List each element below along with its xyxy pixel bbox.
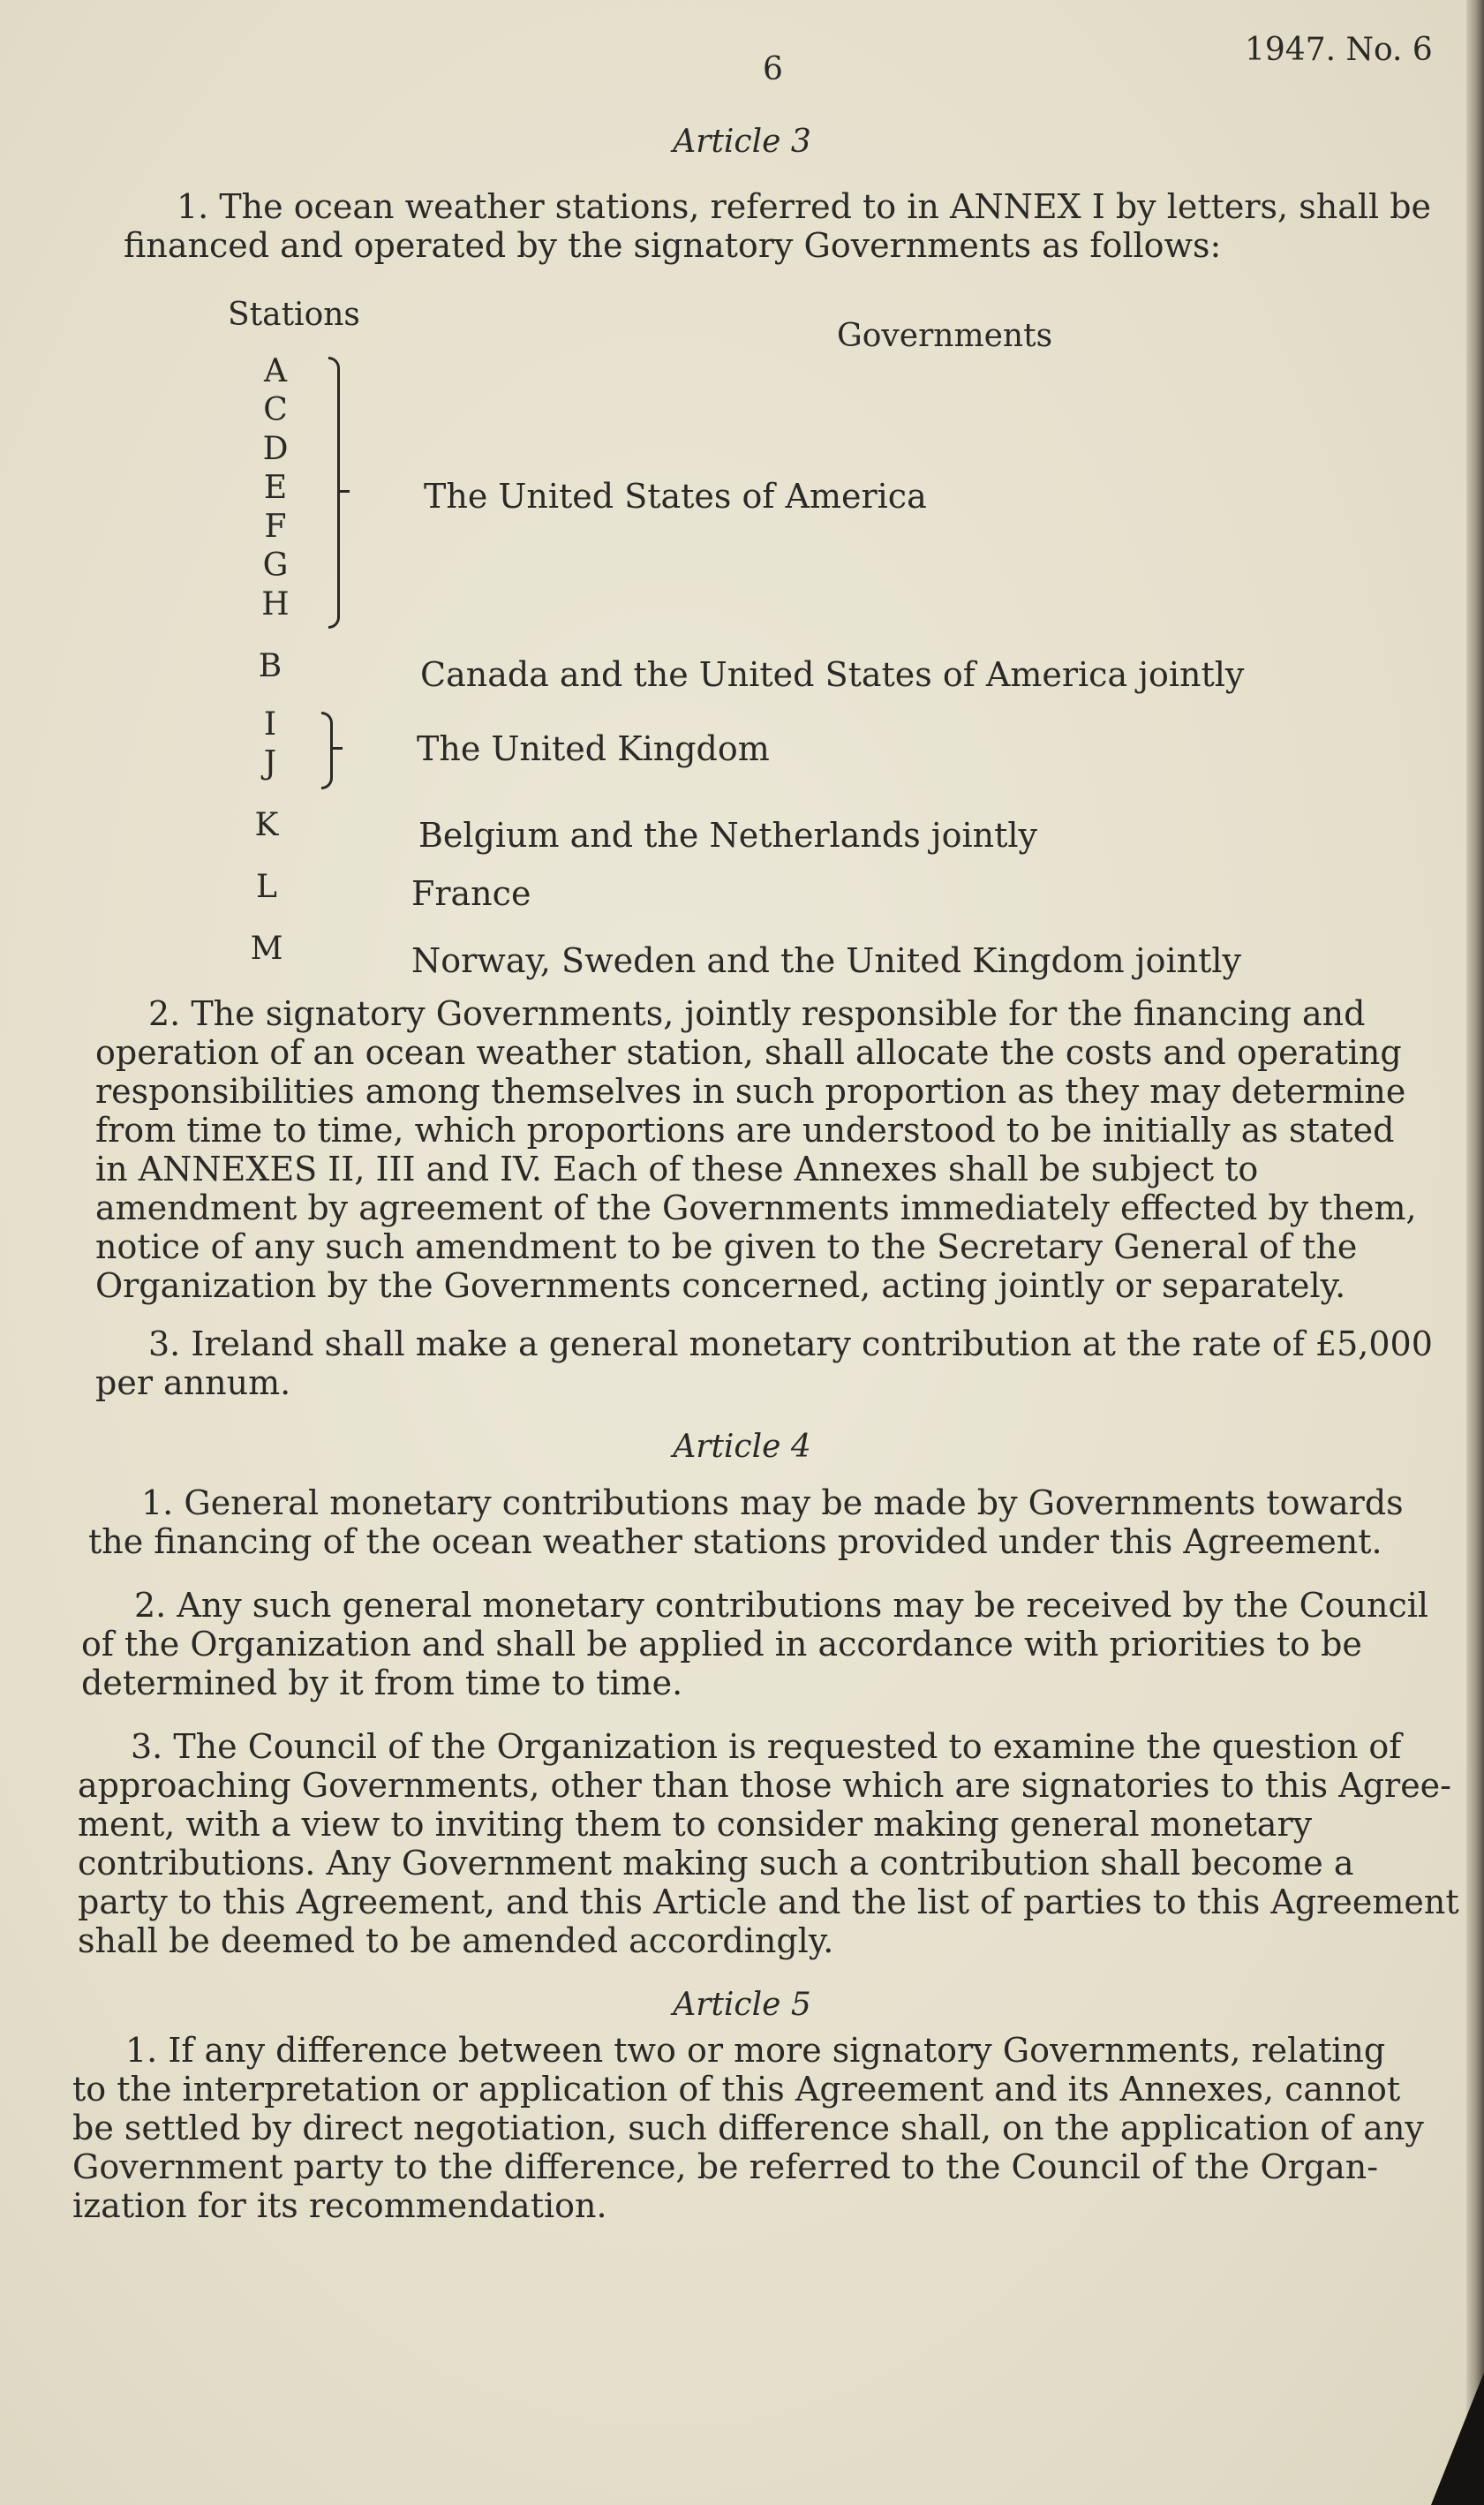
article-5-para-1 [72,2031,1424,2225]
text-line: 3. Ireland shall make a general monetary contribution at the rate of £5,000 [148,1324,1433,1363]
station-letter: M [250,931,283,967]
government-name: France [411,874,531,913]
station-letter: D [262,431,289,467]
text-line: ization for its recommendation. [72,2186,607,2225]
text-line: operation of an ocean weather station, shall allocate the costs and operating [95,1033,1402,1072]
text-line: 2. Any such general monetary contributions may be received by the Council [134,1586,1429,1625]
page-number: 6 [763,51,783,87]
article-3-para-2 [95,994,1417,1305]
governments-column-header: Governments [837,318,1053,354]
text-line: ment, with a view to inviting them to consider making general monetary [78,1805,1313,1844]
article-4-para-2 [81,1586,1428,1702]
brace-tip-icon [339,490,350,493]
text-line: notice of any such amendment to be given to the Secretary General of the [95,1227,1358,1266]
text-line: 2. The signatory Governments, jointly responsible for the financing and [148,994,1366,1033]
page-corner [1431,2373,1484,2505]
government-name: Belgium and the Netherlands jointly [418,816,1037,855]
station-letter: H [261,586,290,622]
text-line: determined by it from time to time. [81,1664,683,1702]
station-letter: F [264,509,287,545]
text-line: Government party to the difference, be referred to the Council of the Organ- [72,2147,1379,2186]
text-line: responsibilities among themselves in such proportion as they may determine [95,1072,1406,1111]
page-edge [1466,0,1484,2505]
article-5-title: Article 5 [673,1987,811,2023]
text-line: Organization by the Governments concerned, acting jointly or separately. [95,1266,1346,1305]
station-letter: G [262,547,289,584]
station-letter: I [263,706,277,743]
text-line: to the interpretation or application of this Agreement and its Annexes, cannot [72,2070,1401,2109]
text-line: 3. The Council of the Organization is requested to examine the question of [131,1727,1402,1766]
station-letter: K [254,807,279,843]
government-name: The United Kingdom [417,729,770,768]
stations-column-header: Stations [228,297,360,333]
text-line: 1. If any difference between two or more signatory Governments, relating [125,2031,1386,2070]
text-line: amendment by agreement of the Governments immediately effected by them, [95,1188,1417,1227]
government-name: Norway, Sweden and the United Kingdom jointly [411,941,1241,980]
brace-icon [321,712,333,789]
government-name: Canada and the United States of America jointly [420,655,1245,694]
text-line: in ANNEXES II, III and IV. Each of these Annexes shall be subject to [95,1150,1259,1188]
text-line: be settled by direct negotiation, such difference shall, on the application of any [72,2109,1424,2147]
brace-icon [328,357,340,629]
text-line: from time to time, which proportions are understood to be initially as stated [95,1111,1395,1150]
article-4-para-1 [88,1483,1404,1561]
text-line: party to this Agreement, and this Article and the list of parties to this Agreement [78,1883,1459,1921]
text-line: 1. General monetary contributions may be made by Governments towards [141,1483,1404,1522]
station-letter: J [263,745,277,781]
government-name: The United States of America [424,477,927,516]
station-letter: A [264,353,287,389]
article-4-para-3 [78,1727,1459,1960]
text-line: approaching Governments, other than those which are signatories to this Agree- [78,1766,1452,1805]
station-letter: E [263,470,288,506]
text-line: the financing of the ocean weather stations provided under this Agreement. [88,1522,1382,1561]
article-3-para-1 [124,187,1431,265]
station-letter: B [258,648,282,684]
text-line: 1. The ocean weather stations, referred to in ANNEX I by letters, shall be [177,187,1432,226]
article-3-title: Article 3 [673,124,811,160]
station-letter: L [256,869,277,905]
text-line: of the Organization and shall be applied in accordance with priorities to be [81,1625,1362,1664]
text-line: financed and operated by the signatory Governments as follows: [124,226,1222,265]
text-line: contributions. Any Government making such a contribution shall become a [78,1844,1354,1883]
station-letter: C [263,392,288,428]
article-3-para-3 [95,1324,1433,1402]
text-line: shall be deemed to be amended accordingly. [78,1921,834,1960]
text-line: per annum. [95,1363,291,1402]
year-number: 1947. No. 6 [1245,32,1433,68]
article-4-title: Article 4 [673,1429,811,1465]
brace-tip-icon [332,747,343,750]
